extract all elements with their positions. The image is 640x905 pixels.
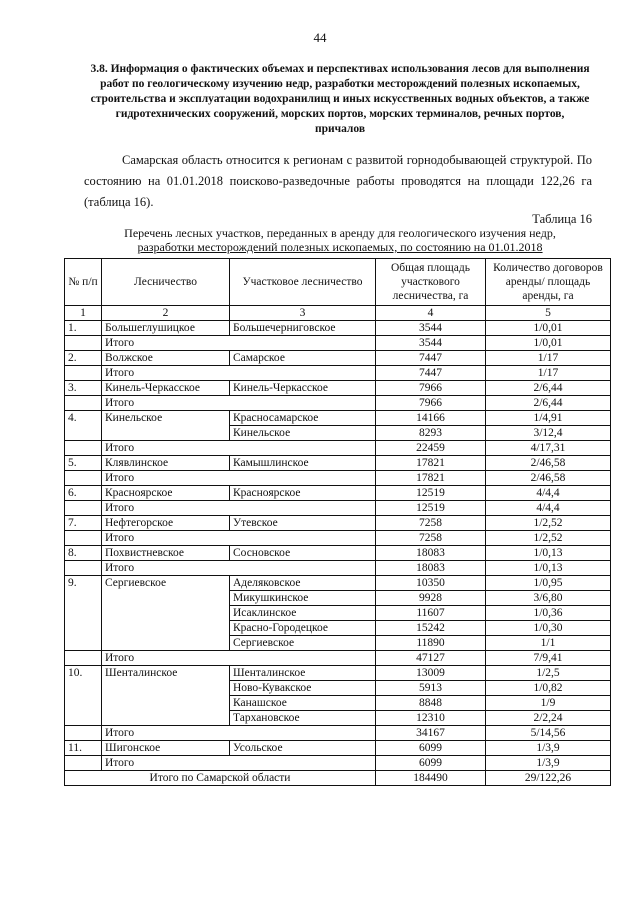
area-value: 13009	[376, 666, 486, 681]
area-value: 6099	[376, 741, 486, 756]
forestry-name: Клявлинское	[102, 456, 230, 471]
sub-forestry-name: Усольское	[230, 741, 376, 756]
caption-line-2: разработки месторождений полезных ископаемых, по состоянию на 01.01.2018	[137, 240, 543, 254]
row-number: 9.	[65, 576, 102, 651]
header-forestry: Лесничество	[102, 259, 230, 306]
row-number: 6.	[65, 486, 102, 501]
area-value: 7447	[376, 351, 486, 366]
area-value: 34167	[376, 726, 486, 741]
subtotal-label: Итого	[102, 561, 376, 576]
sub-forestry-name: Красно-Городецкое	[230, 621, 376, 636]
lease-value: 3/12,4	[486, 426, 611, 441]
lease-value: 4/4,4	[486, 501, 611, 516]
area-value: 10350	[376, 576, 486, 591]
area-value: 18083	[376, 546, 486, 561]
subtotal-label: Итого	[102, 651, 376, 666]
row-number	[65, 531, 102, 546]
row-number	[65, 471, 102, 486]
lease-value: 1/0,36	[486, 606, 611, 621]
lease-value: 4/17,31	[486, 441, 611, 456]
sub-forestry-name: Шенталинское	[230, 666, 376, 681]
sub-forestry-name: Красносамарское	[230, 411, 376, 426]
table-row	[65, 741, 611, 756]
area-value: 47127	[376, 651, 486, 666]
subtotal-label: Итого	[102, 336, 376, 351]
header-sub-forestry: Участковое лесничество	[230, 259, 376, 306]
row-number: 8.	[65, 546, 102, 561]
forestry-name: Кинель-Черкасское	[102, 381, 230, 396]
page-number: 44	[313, 30, 327, 45]
table-caption	[90, 226, 590, 254]
lease-value: 2/6,44	[486, 381, 611, 396]
sub-forestry-name: Красноярское	[230, 486, 376, 501]
area-value: 3544	[376, 321, 486, 336]
sub-forestry-name: Большечерниговское	[230, 321, 376, 336]
grand-total-area: 184490	[376, 771, 486, 786]
area-value: 17821	[376, 471, 486, 486]
lease-value: 1/0,30	[486, 621, 611, 636]
lease-table	[64, 258, 611, 786]
lease-value: 4/4,4	[486, 486, 611, 501]
row-number: 5.	[65, 456, 102, 471]
lease-value: 2/6,44	[486, 396, 611, 411]
intro-paragraph: Самарская область относится к регионам с развитой горнодобывающей структурой. По состоянию на 01.01.2018 поисково-разведочные работы проводятся на площади 122,26 га (таблица 16).	[84, 153, 592, 209]
table-row	[65, 486, 611, 501]
lease-value: 1/0,95	[486, 576, 611, 591]
subtotal-row	[65, 726, 611, 741]
area-value: 12519	[376, 501, 486, 516]
sub-forestry-name: Сергиевское	[230, 636, 376, 651]
area-value: 8293	[376, 426, 486, 441]
subtotal-label: Итого	[102, 441, 376, 456]
table-row	[65, 456, 611, 471]
area-value: 3544	[376, 336, 486, 351]
table-row	[65, 351, 611, 366]
row-number	[65, 726, 102, 741]
table-row	[65, 546, 611, 561]
row-number	[65, 396, 102, 411]
row-number: 4.	[65, 411, 102, 441]
forestry-name: Нефтегорское	[102, 516, 230, 531]
table-row	[65, 381, 611, 396]
lease-value: 1/4,91	[486, 411, 611, 426]
lease-value: 1/0,13	[486, 561, 611, 576]
section-heading: 3.8. Информация о фактических объемах и перспективах использования лесов для выполнения работ по геологическому изучению недр, разработки месторождений полезных ископаемых, строительства и эксплуатации водохранилищ и иных искусственных водных объектов, а также гидротехнических сооружений, морских портов, морских терминалов, речных портов, причалов	[90, 63, 590, 135]
area-value: 14166	[376, 411, 486, 426]
subtotal-row	[65, 501, 611, 516]
lease-value: 3/6,80	[486, 591, 611, 606]
col-number: 4	[376, 306, 486, 321]
row-number	[65, 336, 102, 351]
area-value: 9928	[376, 591, 486, 606]
lease-value: 1/3,9	[486, 741, 611, 756]
lease-value: 1/2,5	[486, 666, 611, 681]
row-number	[65, 756, 102, 771]
forestry-name: Шигонское	[102, 741, 230, 756]
table-row	[65, 666, 611, 681]
forestry-name: Красноярское	[102, 486, 230, 501]
subtotal-row	[65, 336, 611, 351]
area-value: 7966	[376, 396, 486, 411]
sub-forestry-name: Утевское	[230, 516, 376, 531]
area-value: 12310	[376, 711, 486, 726]
subtotal-row	[65, 396, 611, 411]
sub-forestry-name: Исаклинское	[230, 606, 376, 621]
subtotal-label: Итого	[102, 726, 376, 741]
column-number-row	[65, 306, 611, 321]
table-header-row	[65, 259, 611, 306]
area-value: 7966	[376, 381, 486, 396]
col-number: 2	[102, 306, 230, 321]
col-number: 3	[230, 306, 376, 321]
subtotal-label: Итого	[102, 366, 376, 381]
forestry-name: Сергиевское	[102, 576, 230, 651]
lease-value: 1/17	[486, 366, 611, 381]
lease-value: 5/14,56	[486, 726, 611, 741]
lease-value: 1/2,52	[486, 516, 611, 531]
table-row	[65, 576, 611, 591]
area-value: 22459	[376, 441, 486, 456]
area-value: 7447	[376, 366, 486, 381]
subtotal-label: Итого	[102, 501, 376, 516]
forestry-name: Волжское	[102, 351, 230, 366]
subtotal-label: Итого	[102, 756, 376, 771]
table-body	[65, 321, 611, 771]
lease-value: 2/46,58	[486, 471, 611, 486]
forestry-name: Кинельское	[102, 411, 230, 441]
lease-value: 1/2,52	[486, 531, 611, 546]
lease-value: 1/17	[486, 351, 611, 366]
lease-value: 1/9	[486, 696, 611, 711]
subtotal-row	[65, 531, 611, 546]
forestry-name: Шенталинское	[102, 666, 230, 726]
area-value: 11607	[376, 606, 486, 621]
table-row	[65, 411, 611, 426]
area-value: 15242	[376, 621, 486, 636]
lease-value: 1/1	[486, 636, 611, 651]
sub-forestry-name: Сосновское	[230, 546, 376, 561]
header-lease-count: Количество договоров аренды/ площадь аренды, га	[486, 259, 611, 306]
row-number	[65, 366, 102, 381]
header-no: № п/п	[65, 259, 102, 306]
lease-value: 1/0,01	[486, 321, 611, 336]
sub-forestry-name: Микушкинское	[230, 591, 376, 606]
table-row	[65, 321, 611, 336]
grand-total-lease: 29/122,26	[486, 771, 611, 786]
sub-forestry-name: Тархановское	[230, 711, 376, 726]
area-value: 7258	[376, 531, 486, 546]
subtotal-row	[65, 366, 611, 381]
header-total-area: Общая площадь участкового лесничества, га	[376, 259, 486, 306]
grand-total-row	[65, 771, 611, 786]
subtotal-label: Итого	[102, 531, 376, 546]
lease-value: 1/0,82	[486, 681, 611, 696]
area-value: 11890	[376, 636, 486, 651]
subtotal-label: Итого	[102, 471, 376, 486]
subtotal-row	[65, 441, 611, 456]
lease-value: 7/9,41	[486, 651, 611, 666]
area-value: 6099	[376, 756, 486, 771]
area-value: 8848	[376, 696, 486, 711]
row-number	[65, 561, 102, 576]
row-number	[65, 651, 102, 666]
row-number	[65, 441, 102, 456]
table-row	[65, 516, 611, 531]
lease-value: 1/0,01	[486, 336, 611, 351]
lease-value: 2/46,58	[486, 456, 611, 471]
lease-value: 1/3,9	[486, 756, 611, 771]
row-number: 10.	[65, 666, 102, 726]
row-number: 7.	[65, 516, 102, 531]
subtotal-row	[65, 756, 611, 771]
col-number: 5	[486, 306, 611, 321]
sub-forestry-name: Аделяковское	[230, 576, 376, 591]
row-number: 11.	[65, 741, 102, 756]
area-value: 7258	[376, 516, 486, 531]
row-number: 1.	[65, 321, 102, 336]
area-value: 17821	[376, 456, 486, 471]
table-label: Таблица 16	[532, 212, 592, 226]
area-value: 12519	[376, 486, 486, 501]
grand-total-label: Итого по Самарской области	[65, 771, 376, 786]
subtotal-row	[65, 651, 611, 666]
row-number	[65, 501, 102, 516]
caption-line-1: Перечень лесных участков, переданных в аренду для геологического изучения недр,	[124, 226, 556, 240]
sub-forestry-name: Кинельское	[230, 426, 376, 441]
col-number: 1	[65, 306, 102, 321]
subtotal-row	[65, 561, 611, 576]
lease-value: 1/0,13	[486, 546, 611, 561]
forestry-name: Большеглушицкое	[102, 321, 230, 336]
sub-forestry-name: Кинель-Черкасское	[230, 381, 376, 396]
lease-value: 2/2,24	[486, 711, 611, 726]
sub-forestry-name: Канашское	[230, 696, 376, 711]
area-value: 5913	[376, 681, 486, 696]
area-value: 18083	[376, 561, 486, 576]
sub-forestry-name: Ново-Кувакское	[230, 681, 376, 696]
row-number: 3.	[65, 381, 102, 396]
subtotal-label: Итого	[102, 396, 376, 411]
row-number: 2.	[65, 351, 102, 366]
sub-forestry-name: Самарское	[230, 351, 376, 366]
sub-forestry-name: Камышлинское	[230, 456, 376, 471]
forestry-name: Похвистневское	[102, 546, 230, 561]
subtotal-row	[65, 471, 611, 486]
